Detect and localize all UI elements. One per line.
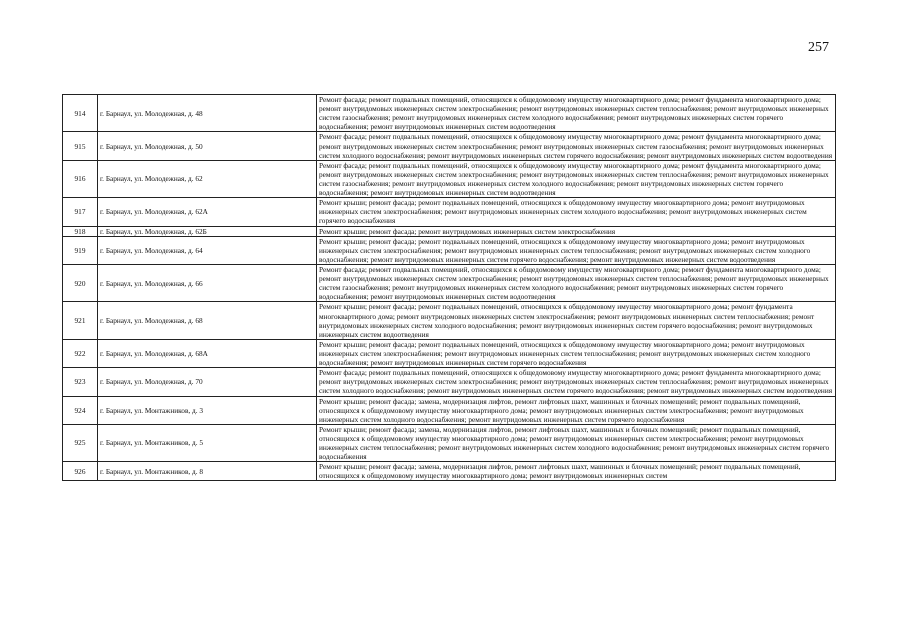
row-work-list: Ремонт фасада; ремонт подвальных помещений, относящихся к общедомовому имуществу многоквартирного дома; ремонт фундамента многоквартирного дома; ремонт внутридомовых инженерных систем электроснабжения; ремонт внутридомовых инженерных систем теплоснабжения; ремонт внутридомовых инженерных систем холодного водоснабжения; ремонт внутридомовых инженерных систем горячего водоснабжения; ремонт внутридомовых инженерных систем водоотведения — [317, 368, 836, 396]
row-number: 922 — [63, 339, 98, 367]
table-row — [63, 264, 836, 301]
row-address: г. Барнаул, ул. Монтажников, д. 8 — [98, 462, 317, 481]
table-row — [63, 368, 836, 396]
row-address: г. Барнаул, ул. Молодежная, д. 70 — [98, 368, 317, 396]
table-row — [63, 160, 836, 197]
row-address: г. Барнаул, ул. Молодежная, д. 68А — [98, 339, 317, 367]
table-row — [63, 198, 836, 226]
row-address: г. Барнаул, ул. Монтажников, д. 3 — [98, 396, 317, 424]
table-row — [63, 339, 836, 367]
row-number: 917 — [63, 198, 98, 226]
row-number: 923 — [63, 368, 98, 396]
row-work-list: Ремонт крыши; ремонт фасада; ремонт подвальных помещений, относящихся к общедомовому имуществу многоквартирного дома; ремонт внутридомовых инженерных систем электроснабжения; ремонт внутридомовых инженерных систем теплоснабжения; ремонт внутридомовых инженерных систем холодного водоснабжения; ремонт внутридомовых инженерных систем горячего водоснабжения; ремонт внутридомовых инженерных систем водоотведения — [317, 236, 836, 264]
table-row — [63, 462, 836, 481]
row-work-list: Ремонт крыши; ремонт фасада; ремонт подвальных помещений, относящихся к общедомовому имуществу многоквартирного дома; ремонт внутридомовых инженерных систем электроснабжения; ремонт внутридомовых инженерных систем теплоснабжения; ремонт внутридомовых инженерных систем холодного водоснабжения; ремонт внутридомовых инженерных систем горячего водоснабжения — [317, 339, 836, 367]
row-number: 918 — [63, 226, 98, 236]
row-work-list: Ремонт крыши; ремонт фасада; замена, модернизация лифтов, ремонт лифтовых шахт, машинных и блочных помещений; ремонт подвальных помещений, относящихся к общедомовому имуществу многоквартирного дома; ремонт внутридомовых инженерных систем — [317, 462, 836, 481]
row-work-list: Ремонт фасада; ремонт подвальных помещений, относящихся к общедомовому имуществу многоквартирного дома; ремонт фундамента многоквартирного дома; ремонт внутридомовых инженерных систем электроснабжения; ремонт внутридомовых инженерных систем теплоснабжения; ремонт внутридомовых инженерных систем газоснабжения; ремонт внутридомовых инженерных систем холодного водоснабжения; ремонт внутридомовых инженерных систем горячего водоснабжения; ремонт внутридомовых инженерных систем водоотведения — [317, 160, 836, 197]
row-address: г. Барнаул, ул. Молодежная, д. 64 — [98, 236, 317, 264]
row-number: 919 — [63, 236, 98, 264]
row-work-list: Ремонт фасада; ремонт подвальных помещений, относящихся к общедомовому имуществу многоквартирного дома; ремонт фундамента многоквартирного дома; ремонт внутридомовых инженерных систем электроснабжения; ремонт внутридомовых инженерных систем теплоснабжения; ремонт внутридомовых инженерных систем газоснабжения; ремонт внутридомовых инженерных систем холодного водоснабжения; ремонт внутридомовых инженерных систем горячего водоснабжения; ремонт внутридомовых инженерных систем водоотведения — [317, 264, 836, 301]
row-address: г. Барнаул, ул. Молодежная, д. 48 — [98, 95, 317, 132]
row-number: 915 — [63, 132, 98, 160]
row-number: 921 — [63, 302, 98, 339]
row-number: 925 — [63, 424, 98, 461]
row-number: 920 — [63, 264, 98, 301]
row-address: г. Барнаул, ул. Молодежная, д. 62Б — [98, 226, 317, 236]
row-number: 914 — [63, 95, 98, 132]
table-row — [63, 236, 836, 264]
table-row — [63, 302, 836, 339]
row-work-list: Ремонт крыши; ремонт фасада; ремонт внутридомовых инженерных систем электроснабжения — [317, 226, 836, 236]
row-address: г. Барнаул, ул. Молодежная, д. 66 — [98, 264, 317, 301]
row-number: 926 — [63, 462, 98, 481]
row-work-list: Ремонт фасада; ремонт подвальных помещений, относящихся к общедомовому имуществу многоквартирного дома; ремонт фундамента многоквартирного дома; ремонт внутридомовых инженерных систем электроснабжения; ремонт внутридомовых инженерных систем газоснабжения; ремонт внутридомовых инженерных систем холодного водоснабжения; ремонт внутридомовых инженерных систем горячего водоснабжения; ремонт внутридомовых инженерных систем водоотведения — [317, 132, 836, 160]
page-number: 257 — [808, 40, 829, 55]
row-address: г. Барнаул, ул. Молодежная, д. 62А — [98, 198, 317, 226]
row-address: г. Барнаул, ул. Молодежная, д. 62 — [98, 160, 317, 197]
row-number: 916 — [63, 160, 98, 197]
row-address: г. Барнаул, ул. Молодежная, д. 50 — [98, 132, 317, 160]
table-row — [63, 132, 836, 160]
row-work-list: Ремонт крыши; ремонт фасада; ремонт подвальных помещений, относящихся к общедомовому имуществу многоквартирного дома; ремонт фундамента многоквартирного дома; ремонт внутридомовых инженерных систем электроснабжения; ремонт внутридомовых инженерных систем теплоснабжения; ремонт внутридомовых инженерных систем холодного водоснабжения; ремонт внутридомовых инженерных систем горячего водоснабжения; ремонт внутридомовых инженерных систем водоотведения — [317, 302, 836, 339]
row-work-list: Ремонт фасада; ремонт подвальных помещений, относящихся к общедомовому имуществу многоквартирного дома; ремонт фундамента многоквартирного дома; ремонт внутридомовых инженерных систем электроснабжения; ремонт внутридомовых инженерных систем теплоснабжения; ремонт внутридомовых инженерных систем газоснабжения; ремонт внутридомовых инженерных систем холодного водоснабжения; ремонт внутридомовых инженерных систем горячего водоснабжения; ремонт внутридомовых инженерных систем водоотведения — [317, 95, 836, 132]
row-work-list: Ремонт крыши; ремонт фасада; ремонт подвальных помещений, относящихся к общедомовому имуществу многоквартирного дома; ремонт внутридомовых инженерных систем электроснабжения; ремонт внутридомовых инженерных систем холодного водоснабжения; ремонт внутридомовых инженерных систем горячего водоснабжения — [317, 198, 836, 226]
table-row — [63, 95, 836, 132]
repair-registry-table — [62, 94, 836, 481]
row-work-list: Ремонт крыши; ремонт фасада; замена, модернизация лифтов, ремонт лифтовых шахт, машинных и блочных помещений; ремонт подвальных помещений, относящихся к общедомовому имуществу многоквартирного дома; ремонт внутридомовых инженерных систем электроснабжения; ремонт внутридомовых инженерных систем теплоснабжения; ремонт внутридомовых инженерных систем холодного водоснабжения; ремонт внутридомовых инженерных систем горячего водоснабжения — [317, 424, 836, 461]
row-number: 924 — [63, 396, 98, 424]
row-work-list: Ремонт крыши; ремонт фасада; замена, модернизация лифтов, ремонт лифтовых шахт, машинных и блочных помещений; ремонт подвальных помещений, относящихся к общедомовому имуществу многоквартирного дома; ремонт внутридомовых инженерных систем электроснабжения; ремонт внутридомовых инженерных систем холодного водоснабжения; ремонт внутридомовых инженерных систем горячего водоснабжения — [317, 396, 836, 424]
table-row — [63, 396, 836, 424]
row-address: г. Барнаул, ул. Молодежная, д. 68 — [98, 302, 317, 339]
table-row — [63, 226, 836, 236]
table-body — [63, 95, 836, 481]
row-address: г. Барнаул, ул. Монтажников, д. 5 — [98, 424, 317, 461]
table-row — [63, 424, 836, 461]
